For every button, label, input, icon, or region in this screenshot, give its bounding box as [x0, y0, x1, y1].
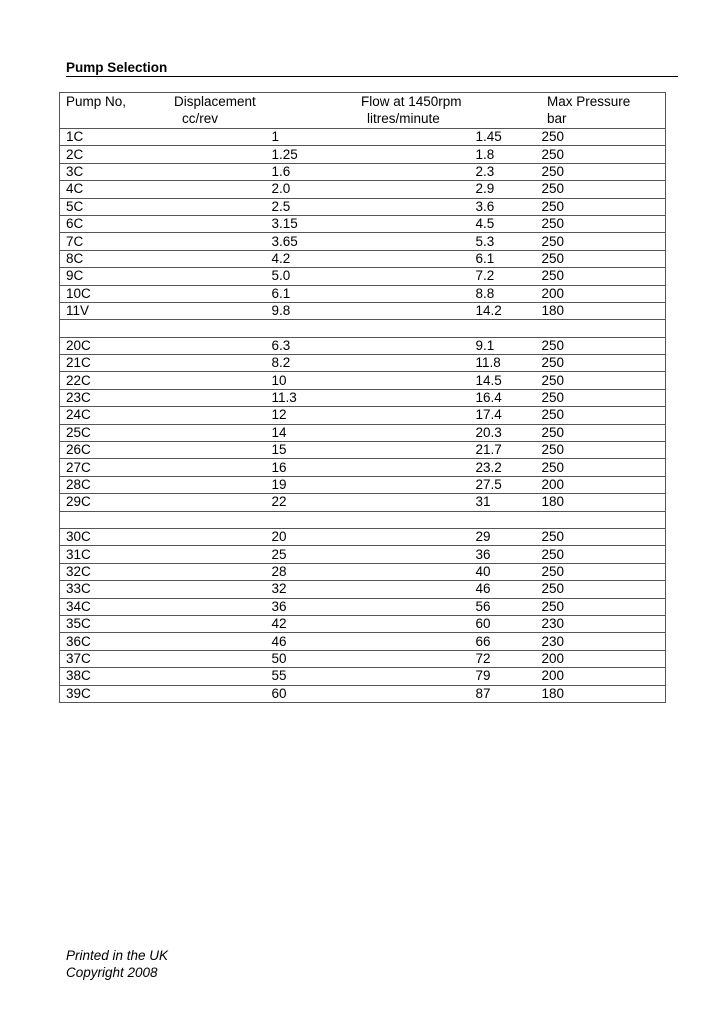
- empty-cell: [542, 511, 666, 528]
- pump-no-cell: 20C: [60, 337, 194, 354]
- displacement-cell: 46: [194, 633, 412, 650]
- displacement-cell: 11.3: [194, 389, 412, 406]
- header-flow-unit: litres/minute: [367, 111, 440, 126]
- table-row: [60, 685, 666, 702]
- displacement-cell: 32: [194, 581, 412, 598]
- displacement-cell: 15: [194, 442, 412, 459]
- flow-cell: 2.9: [412, 181, 542, 198]
- flow-cell: 31: [412, 494, 542, 511]
- flow-cell: 9.1: [412, 337, 542, 354]
- max-pressure-cell: 200: [542, 650, 666, 667]
- max-pressure-cell: 250: [542, 198, 666, 215]
- pump-no-cell: 11V: [60, 302, 194, 319]
- pump-no-cell: 26C: [60, 442, 194, 459]
- pump-no-cell: 30C: [60, 528, 194, 545]
- flow-cell: 56: [412, 598, 542, 615]
- max-pressure-cell: 250: [542, 563, 666, 580]
- table-row: [60, 302, 666, 319]
- header-displacement: Displacement: [174, 94, 256, 109]
- displacement-cell: 19: [194, 476, 412, 493]
- pump-no-cell: 3C: [60, 163, 194, 180]
- table-row: [60, 494, 666, 511]
- flow-cell: 40: [412, 563, 542, 580]
- displacement-cell: 1.6: [194, 163, 412, 180]
- displacement-cell: 9.8: [194, 302, 412, 319]
- table-row: [60, 233, 666, 250]
- max-pressure-cell: 180: [542, 494, 666, 511]
- displacement-cell: 36: [194, 598, 412, 615]
- table-row: [60, 337, 666, 354]
- flow-cell: 3.6: [412, 198, 542, 215]
- max-pressure-cell: 250: [542, 181, 666, 198]
- flow-cell: 8.8: [412, 285, 542, 302]
- max-pressure-cell: 250: [542, 372, 666, 389]
- displacement-cell: 28: [194, 563, 412, 580]
- table-row: [60, 215, 666, 232]
- flow-cell: 17.4: [412, 407, 542, 424]
- pump-no-cell: 27C: [60, 459, 194, 476]
- displacement-cell: 22: [194, 494, 412, 511]
- title-underline: [66, 76, 678, 77]
- displacement-cell: 8.2: [194, 355, 412, 372]
- displacement-cell: 1: [194, 129, 412, 146]
- pump-no-cell: 38C: [60, 668, 194, 685]
- displacement-cell: 10: [194, 372, 412, 389]
- pump-no-cell: 24C: [60, 407, 194, 424]
- table-row: [60, 146, 666, 163]
- pump-no-cell: 8C: [60, 250, 194, 267]
- displacement-cell: 3.65: [194, 233, 412, 250]
- max-pressure-cell: 250: [542, 389, 666, 406]
- header-flow: Flow at 1450rpm: [361, 94, 462, 109]
- max-pressure-cell: 180: [542, 302, 666, 319]
- max-pressure-cell: 250: [542, 459, 666, 476]
- pump-no-cell: 22C: [60, 372, 194, 389]
- flow-cell: 79: [412, 668, 542, 685]
- max-pressure-cell: 250: [542, 546, 666, 563]
- table-row: [60, 181, 666, 198]
- displacement-cell: 6.1: [194, 285, 412, 302]
- table-header-row: [60, 93, 666, 129]
- header-displacement-unit: cc/rev: [182, 111, 219, 126]
- pump-no-cell: 5C: [60, 198, 194, 215]
- max-pressure-cell: 230: [542, 615, 666, 632]
- flow-cell: 27.5: [412, 476, 542, 493]
- displacement-cell: 55: [194, 668, 412, 685]
- max-pressure-cell: 200: [542, 476, 666, 493]
- flow-cell: 87: [412, 685, 542, 702]
- max-pressure-cell: 250: [542, 250, 666, 267]
- table-row: [60, 250, 666, 267]
- footer-printed: Printed in the UK: [66, 948, 169, 963]
- table-row: [60, 129, 666, 146]
- pump-no-cell: 1C: [60, 129, 194, 146]
- header-pressure-unit: bar: [547, 111, 567, 126]
- flow-cell: 36: [412, 546, 542, 563]
- table-row: [60, 442, 666, 459]
- flow-cell: 66: [412, 633, 542, 650]
- pump-no-cell: 6C: [60, 215, 194, 232]
- flow-cell: 11.8: [412, 355, 542, 372]
- table-header-cell: [60, 93, 666, 129]
- displacement-cell: 25: [194, 546, 412, 563]
- flow-cell: 6.1: [412, 250, 542, 267]
- max-pressure-cell: 250: [542, 233, 666, 250]
- table-row: [60, 598, 666, 615]
- table-row: [60, 372, 666, 389]
- pump-no-cell: 35C: [60, 615, 194, 632]
- empty-cell: [542, 320, 666, 337]
- empty-cell: [194, 320, 412, 337]
- pump-no-cell: 32C: [60, 563, 194, 580]
- table-row: [60, 355, 666, 372]
- max-pressure-cell: 250: [542, 407, 666, 424]
- table-row: [60, 528, 666, 545]
- flow-cell: 14.2: [412, 302, 542, 319]
- table-row: [60, 198, 666, 215]
- flow-cell: 23.2: [412, 459, 542, 476]
- pump-no-cell: 21C: [60, 355, 194, 372]
- pump-no-cell: 4C: [60, 181, 194, 198]
- table-row: [60, 581, 666, 598]
- group-separator-row: [60, 511, 666, 528]
- max-pressure-cell: 250: [542, 581, 666, 598]
- max-pressure-cell: 250: [542, 598, 666, 615]
- table-row: [60, 633, 666, 650]
- pump-no-cell: 9C: [60, 268, 194, 285]
- pump-no-cell: 10C: [60, 285, 194, 302]
- flow-cell: 14.5: [412, 372, 542, 389]
- flow-cell: 21.7: [412, 442, 542, 459]
- flow-cell: 46: [412, 581, 542, 598]
- displacement-cell: 2.5: [194, 198, 412, 215]
- displacement-cell: 50: [194, 650, 412, 667]
- flow-cell: 1.45: [412, 129, 542, 146]
- pump-selection-table: [59, 92, 666, 703]
- max-pressure-cell: 250: [542, 442, 666, 459]
- flow-cell: 72: [412, 650, 542, 667]
- pump-no-cell: 33C: [60, 581, 194, 598]
- displacement-cell: 6.3: [194, 337, 412, 354]
- pump-no-cell: 34C: [60, 598, 194, 615]
- max-pressure-cell: 250: [542, 528, 666, 545]
- empty-cell: [412, 320, 542, 337]
- header-max-pressure: Max Pressure: [547, 94, 631, 109]
- header-pump-no: Pump No,: [66, 94, 127, 109]
- displacement-cell: 3.15: [194, 215, 412, 232]
- table-row: [60, 546, 666, 563]
- flow-cell: 4.5: [412, 215, 542, 232]
- max-pressure-cell: 200: [542, 285, 666, 302]
- displacement-cell: 12: [194, 407, 412, 424]
- table-row: [60, 285, 666, 302]
- table-row: [60, 268, 666, 285]
- pump-no-cell: 39C: [60, 685, 194, 702]
- empty-cell: [60, 511, 194, 528]
- table-row: [60, 407, 666, 424]
- flow-cell: 16.4: [412, 389, 542, 406]
- displacement-cell: 16: [194, 459, 412, 476]
- flow-cell: 5.3: [412, 233, 542, 250]
- table-row: [60, 424, 666, 441]
- max-pressure-cell: 250: [542, 268, 666, 285]
- max-pressure-cell: 180: [542, 685, 666, 702]
- table-row: [60, 476, 666, 493]
- empty-cell: [60, 320, 194, 337]
- displacement-cell: 20: [194, 528, 412, 545]
- table-row: [60, 650, 666, 667]
- displacement-cell: 60: [194, 685, 412, 702]
- max-pressure-cell: 250: [542, 355, 666, 372]
- group-separator-row: [60, 320, 666, 337]
- max-pressure-cell: 250: [542, 146, 666, 163]
- pump-no-cell: 25C: [60, 424, 194, 441]
- table-row: [60, 163, 666, 180]
- empty-cell: [412, 511, 542, 528]
- flow-cell: 7.2: [412, 268, 542, 285]
- flow-cell: 60: [412, 615, 542, 632]
- max-pressure-cell: 250: [542, 337, 666, 354]
- table-row: [60, 615, 666, 632]
- pump-no-cell: 2C: [60, 146, 194, 163]
- empty-cell: [194, 511, 412, 528]
- max-pressure-cell: 250: [542, 163, 666, 180]
- pump-no-cell: 7C: [60, 233, 194, 250]
- page-footer: [66, 947, 168, 981]
- pump-no-cell: 37C: [60, 650, 194, 667]
- footer-copyright: Copyright 2008: [66, 965, 158, 980]
- max-pressure-cell: 200: [542, 668, 666, 685]
- displacement-cell: 1.25: [194, 146, 412, 163]
- table-row: [60, 389, 666, 406]
- flow-cell: 2.3: [412, 163, 542, 180]
- table-body: [60, 93, 666, 703]
- max-pressure-cell: 230: [542, 633, 666, 650]
- max-pressure-cell: 250: [542, 215, 666, 232]
- displacement-cell: 5.0: [194, 268, 412, 285]
- displacement-cell: 14: [194, 424, 412, 441]
- pump-no-cell: 36C: [60, 633, 194, 650]
- max-pressure-cell: 250: [542, 129, 666, 146]
- max-pressure-cell: 250: [542, 424, 666, 441]
- pump-no-cell: 23C: [60, 389, 194, 406]
- pump-no-cell: 31C: [60, 546, 194, 563]
- pump-no-cell: 29C: [60, 494, 194, 511]
- table-row: [60, 459, 666, 476]
- table-row: [60, 668, 666, 685]
- pump-no-cell: 28C: [60, 476, 194, 493]
- displacement-cell: 4.2: [194, 250, 412, 267]
- flow-cell: 29: [412, 528, 542, 545]
- displacement-cell: 2.0: [194, 181, 412, 198]
- flow-cell: 20.3: [412, 424, 542, 441]
- displacement-cell: 42: [194, 615, 412, 632]
- table-row: [60, 563, 666, 580]
- flow-cell: 1.8: [412, 146, 542, 163]
- page-title: Pump Selection: [66, 60, 168, 75]
